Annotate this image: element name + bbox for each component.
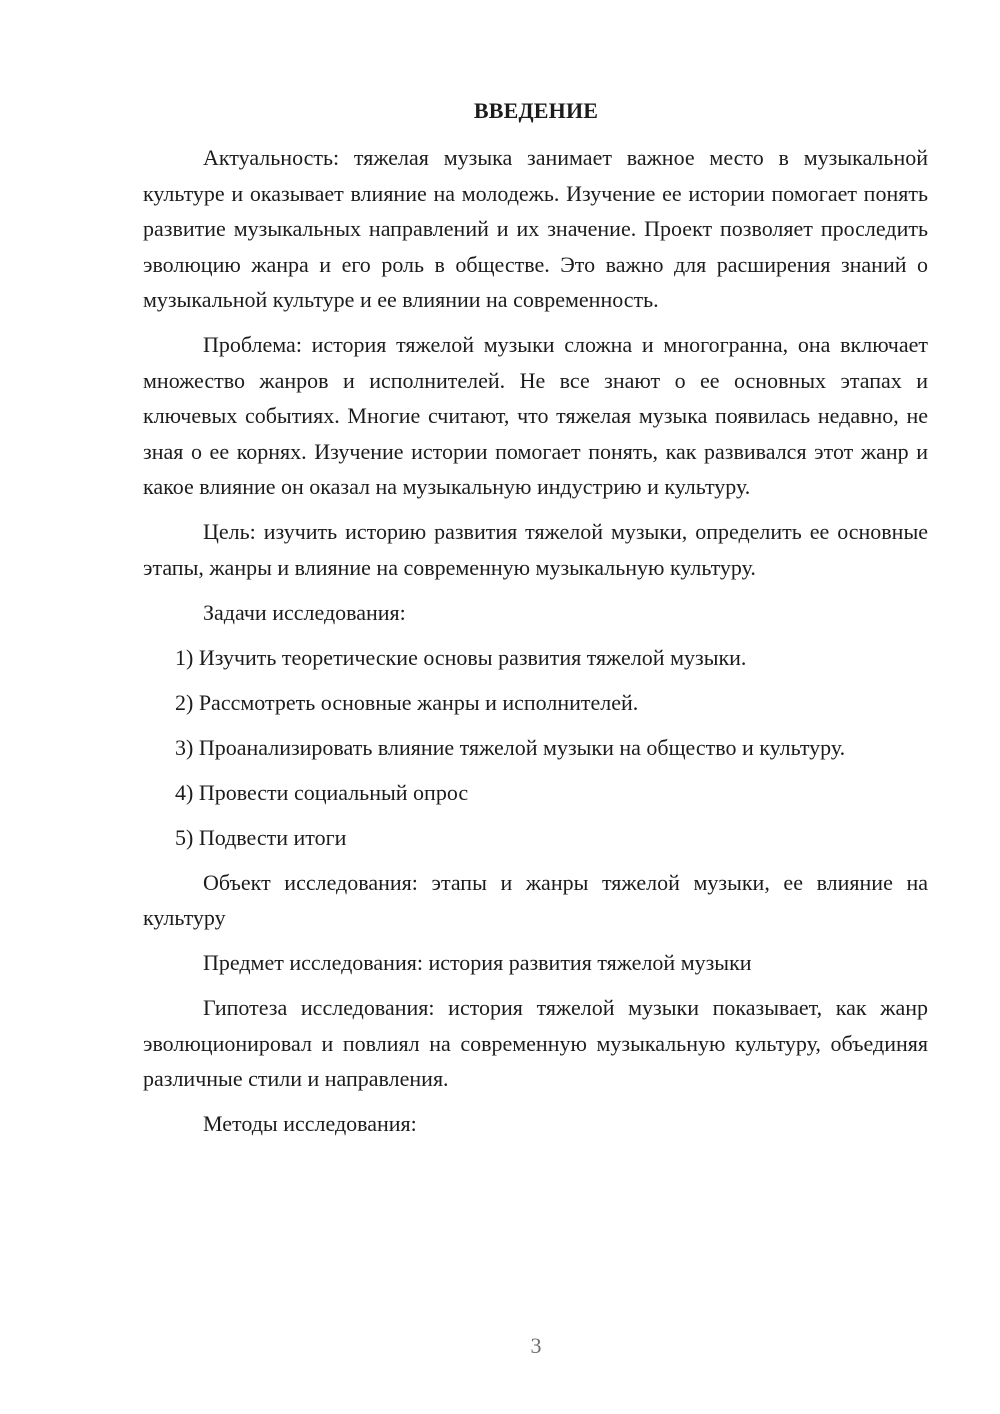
- task-item-1: 1) Изучить теоретические основы развития тяжелой музыки.: [175, 644, 747, 670]
- document-body: [143, 140, 928, 1151]
- paragraph-tasks-heading: Задачи исследования:: [203, 599, 406, 625]
- paragraph-methods: Методы исследования:: [203, 1111, 417, 1136]
- task-item-2: 2) Рассмотреть основные жанры и исполнителей.: [175, 689, 639, 715]
- task-item-5: 5) Подвести итоги: [175, 824, 347, 850]
- paragraph-goal: Цель: изучить историю развития тяжелой музыки, определить ее основные этапы, жанры и влияние на современную музыкальную культуру.: [143, 519, 928, 580]
- paragraph-object: Объект исследования: этапы и жанры тяжелой музыки, ее влияние на культуру: [143, 869, 928, 930]
- page-number: 3: [530, 1333, 542, 1358]
- paragraph-relevance: Актуальность: тяжелая музыка занимает важное место в музыкальной культуре и оказывает влияние на молодежь. Изучение ее истории помогает понять развитие музыкальных направлений и их значение. Проект позволяет проследить эволюцию жанра и его роль в обществе. Это важно для расширения знаний о музыкальной культуре и ее влиянии на современность.: [143, 145, 928, 312]
- paragraph-subject: Предмет исследования: история развития тяжелой музыки: [203, 950, 752, 975]
- paragraph-problem: Проблема: история тяжелой музыки сложна и многогранна, она включает множество жанров и исполнителей. Не все знают о ее основных этапах и ключевых событиях. Многие считают, что тяжелая музыка появилась недавно, не зная о ее корнях. Изучение истории помогает понять, как развивался этот жанр и какое влияние он оказал на музыкальную индустрию и культуру.: [143, 332, 928, 499]
- page-title: ВВЕДЕНИЕ: [473, 98, 599, 123]
- task-item-3: 3) Проанализировать влияние тяжелой музыки на общество и культуру.: [175, 734, 846, 760]
- task-item-4: 4) Провести социальный опрос: [175, 779, 469, 805]
- paragraph-hypothesis: Гипотеза исследования: история тяжелой музыки показывает, как жанр эволюционировал и повлиял на современную музыкальную культуру, объединяя различные стили и направления.: [143, 995, 928, 1091]
